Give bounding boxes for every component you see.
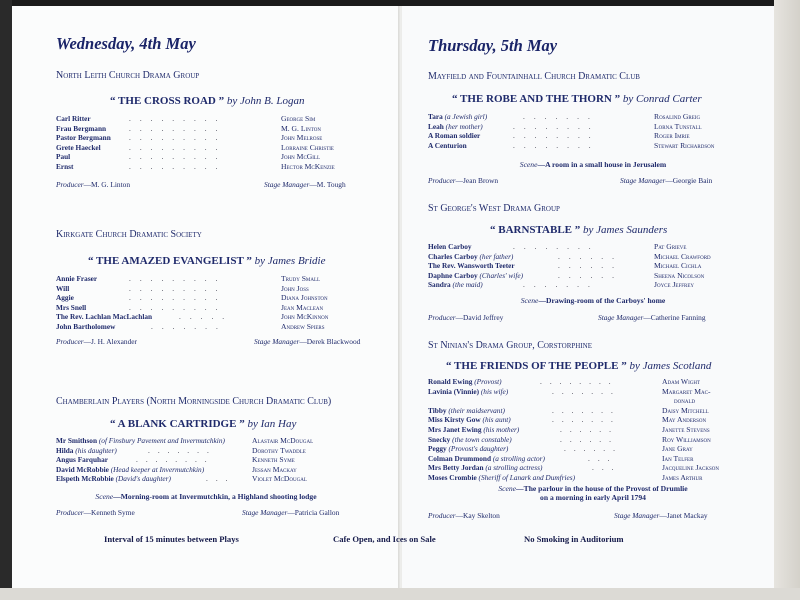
scan-left-edge [0, 0, 12, 600]
producer-credit [56, 180, 130, 189]
stage-manager-name: —Georgie Bain [665, 176, 713, 185]
scan-bottom-edge [0, 588, 800, 600]
leader-dots: ....... [523, 112, 599, 121]
cast-role: Helen Carboy [428, 242, 472, 251]
leader-dots: ...... [564, 444, 623, 454]
cast-actor: Diana Johnston [281, 293, 328, 303]
play-title [490, 224, 667, 236]
drama-group-name: Mayfield and Fountainhall Church Dramatic Club [428, 71, 640, 82]
cast-list [428, 242, 768, 290]
cast-actor: Alastair McDougal [252, 436, 314, 445]
cast-note: (a Jewish girl) [444, 112, 488, 121]
cast-actor: Andrew Spiers [281, 321, 325, 331]
cast-role: The Rev. Lachlan MacLachlan [56, 312, 153, 322]
leader-dots: ......... [129, 283, 227, 293]
play-author: by James Saunders [583, 224, 668, 236]
leader-dots: ...... [560, 424, 619, 434]
leader-dots: ... [592, 463, 622, 473]
scene-text-continued: on a morning in early April 1794 [540, 493, 646, 502]
cast-note: (a strolling actor) [492, 453, 545, 463]
cast-row [56, 455, 396, 465]
cast-row [428, 261, 768, 271]
cast-role: A Centurion [428, 140, 467, 150]
cast-actor: Jean Maclean [281, 302, 324, 312]
leader-dots: ........ [513, 242, 600, 251]
stage-manager-label: Stage Manager [254, 337, 300, 346]
play-author: by James Scotland [629, 360, 712, 372]
scene-label: Scene [519, 160, 538, 169]
cast-note: (Provost's daughter) [448, 444, 509, 454]
cast-row [428, 454, 768, 464]
drama-group-name: St Ninian's Drama Group, Corstorphine [428, 340, 592, 351]
cast-note: (Charles' wife) [479, 270, 524, 280]
cast-actor: John Joss [281, 283, 309, 293]
leader-dots: ... [588, 453, 618, 463]
cast-role: David McRobbie [56, 464, 109, 474]
cast-row [428, 463, 768, 473]
cast-actor: Ian Telfer [662, 453, 694, 463]
cast-actor: Hector McKenzie [281, 161, 335, 171]
cast-list [56, 274, 386, 332]
leader-dots: ....... [523, 280, 599, 290]
play-title [88, 255, 325, 267]
cast-role: Charles Carboy [428, 251, 478, 261]
leader-dots: ........ [513, 121, 600, 131]
cast-actor: Margaret Mac- [662, 386, 711, 396]
cast-row [428, 271, 768, 281]
cast-actor: Roger Imrie [654, 131, 690, 141]
cast-row [428, 406, 768, 416]
scene-description [56, 492, 356, 501]
producer-label: Producer [428, 176, 456, 185]
cast-row [56, 474, 396, 484]
cast-row [56, 322, 386, 332]
cast-row [56, 446, 396, 456]
cast-role: Tara [428, 112, 443, 121]
cast-role: Moses Crombie [428, 472, 477, 482]
cast-role: Sandra [428, 280, 451, 290]
cast-role: A Roman soldier [428, 131, 481, 141]
stage-manager-label: Stage Manager [614, 511, 660, 520]
cast-actor: Lorna Tunstall [654, 121, 702, 131]
cast-row [428, 396, 768, 406]
leader-dots: ......... [129, 274, 227, 283]
play-author: by John B. Logan [226, 95, 305, 107]
leader-dots: ........ [513, 140, 600, 150]
leader-dots: ....... [148, 445, 217, 455]
cast-note: (his wife) [480, 386, 509, 396]
play-title [452, 93, 702, 105]
cast-role: Mr Smithson [56, 436, 98, 445]
cast-row [428, 444, 768, 454]
stage-manager-credit [242, 508, 339, 517]
scene-description [428, 484, 758, 502]
play-title-text: “ BARNSTABLE ” [490, 224, 581, 236]
cast-actor: Daisy Mitchell [662, 405, 709, 415]
cast-row [428, 377, 768, 387]
cast-role: Colman Drummond [428, 453, 492, 463]
cast-role: Will [56, 283, 70, 293]
cast-row [428, 112, 768, 122]
cast-row [428, 242, 768, 252]
cast-actor: Michael Crawford [654, 251, 711, 261]
cast-actor: John Melrose [281, 133, 323, 143]
cast-row [56, 312, 386, 322]
drama-group-name: St George's West Drama Group [428, 203, 560, 214]
cast-row [56, 133, 386, 143]
scene-description [428, 160, 758, 169]
cast-actor: Roy Williamson [662, 434, 711, 444]
cast-actor: George Sim [281, 114, 316, 123]
day-heading: Thursday, 5th May [428, 36, 558, 55]
scene-label: Scene [498, 484, 517, 493]
cast-actor: Janette Stevens [662, 424, 710, 434]
cast-role: Peggy [428, 444, 447, 454]
cast-role: Ernst [56, 161, 74, 171]
cast-actor: Dorothy Twaddle [252, 445, 306, 455]
producer-name: —Jean Brown [455, 176, 499, 185]
scene-label: Scene [95, 492, 114, 501]
cast-note: (Sheriff of Lanark and Dumfries) [478, 472, 576, 482]
play-author: by Ian Hay [247, 418, 297, 430]
cast-role: Hilda [56, 445, 74, 455]
cast-note: (a strolling actress) [485, 463, 543, 473]
cast-role: Carl Ritter [56, 114, 91, 123]
cast-actor: Adam Wight [662, 377, 701, 386]
cast-role: Daphne Carboy [428, 270, 478, 280]
cast-row [428, 415, 768, 425]
cast-note: (the maid) [452, 280, 483, 290]
leader-dots: ......... [129, 152, 227, 162]
cast-row [428, 425, 768, 435]
leader-dots: ...... [560, 434, 619, 444]
producer-label: Producer [56, 508, 84, 517]
producer-credit [428, 511, 500, 520]
scene-text: —The parlour in the house of the Provost of Drumlie [516, 484, 688, 493]
cast-note: (their maidservant) [448, 405, 505, 415]
cast-row [428, 435, 768, 445]
cast-actor: Joyce Jeffrey [654, 280, 695, 290]
stage-manager-credit [620, 176, 712, 185]
stage-manager-name: —Catherine Fanning [643, 313, 706, 322]
stage-manager-label: Stage Manager [242, 508, 288, 517]
leader-dots: ......... [129, 293, 227, 303]
cast-note: (the town constable) [452, 434, 512, 444]
cast-note: (her mother) [445, 121, 483, 131]
cast-row [428, 280, 768, 290]
cast-actor: John McGill [281, 152, 321, 162]
leader-dots: ....... [552, 405, 621, 415]
cast-row [56, 284, 386, 294]
scene-label: Scene [520, 296, 539, 305]
leader-dots: ...... [558, 261, 623, 271]
stage-manager-credit [614, 511, 708, 520]
leader-dots: ........ [513, 131, 600, 141]
producer-label: Producer [56, 180, 84, 189]
leader-dots: ...... [558, 251, 623, 261]
drama-group-name: North Leith Church Drama Group [56, 70, 200, 81]
scene-description [428, 296, 758, 305]
cast-actor: Kenneth Syme [252, 455, 295, 465]
cast-row [428, 122, 768, 132]
cast-role: Aggie [56, 293, 74, 303]
leader-dots: ......... [129, 114, 227, 123]
cast-role: The Rev. Wansworth Teeter [428, 261, 515, 271]
no-smoking-note: No Smoking in Auditorium [524, 534, 624, 544]
stage-manager-name: —Janet Mackay [659, 511, 708, 520]
cast-role: Pastor Bergmann [56, 133, 111, 143]
cast-note: (his mother) [483, 424, 520, 434]
cast-row [56, 274, 386, 284]
producer-label: Producer [56, 337, 84, 346]
cast-role: Snecky [428, 434, 451, 444]
producer-name: —Kenneth Syme [83, 508, 135, 517]
cast-role: Tibby [428, 405, 447, 415]
cast-actor: Lorraine Christie [281, 142, 334, 152]
producer-credit [56, 508, 135, 517]
producer-name: —M. G. Linton [83, 180, 131, 189]
play-title-text: “ THE ROBE AND THE THORN ” [452, 93, 621, 105]
cast-list [56, 114, 386, 172]
play-title-text: “ THE FRIENDS OF THE PEOPLE ” [446, 360, 627, 372]
cast-actor: M. G. Linton [281, 123, 321, 133]
leader-dots: ......... [129, 142, 227, 152]
cast-actor: Pat Grieve [654, 242, 687, 251]
leader-dots: ........ [540, 377, 619, 386]
stage-manager-name: —M. Tough [309, 180, 346, 189]
cast-row [56, 293, 386, 303]
producer-label: Producer [428, 313, 456, 322]
producer-credit [428, 313, 503, 322]
scene-text: —Drawing-room of the Carboys' home [538, 296, 666, 305]
cast-actor: John McKinnon [281, 312, 329, 322]
producer-credit [56, 337, 137, 346]
cast-role: Ronald Ewing [428, 377, 473, 386]
stage-manager-label: Stage Manager [264, 180, 310, 189]
leader-dots: ......... [129, 161, 227, 171]
cast-row [56, 114, 386, 124]
leader-dots: ..... [179, 312, 234, 322]
cast-row [56, 152, 386, 162]
cast-note: (of Finsbury Pavement and Invermutchkin) [98, 436, 225, 445]
scene-text: —Morning-room at Invermutchkin, a Highland shooting lodge [113, 492, 317, 501]
page-left [12, 6, 400, 588]
stage-manager-credit [254, 337, 360, 346]
play-title-text: “ THE CROSS ROAD ” [110, 95, 225, 107]
scene-text: —A room in a small house in Jerusalem [537, 160, 667, 169]
cast-note: (Head keeper at Invermutchkin) [110, 464, 205, 474]
cast-actor: Sheena Nicolson [654, 270, 705, 280]
stage-manager-label: Stage Manager [620, 176, 666, 185]
cast-row [56, 465, 396, 475]
cast-role: Leah [428, 121, 444, 131]
play-author: by James Bridie [254, 255, 326, 267]
leader-dots: ......... [129, 302, 227, 312]
cast-row [56, 436, 396, 446]
cast-row [428, 141, 768, 151]
leader-dots: ....... [552, 415, 621, 425]
cast-role: Mrs Snell [56, 302, 87, 312]
cast-role: Grete Haeckel [56, 142, 101, 152]
interval-note: Interval of 15 minutes between Plays [104, 534, 239, 544]
cast-list [428, 377, 768, 483]
cast-role: Frau Bergmann [56, 123, 107, 133]
leader-dots: ... [206, 474, 236, 484]
leader-dots: ......... [129, 123, 227, 133]
leader-dots: ......... [129, 133, 227, 143]
producer-credit [428, 176, 498, 185]
cast-actor: James Arthur [662, 472, 703, 482]
leader-dots: ....... [151, 321, 227, 331]
cast-list [56, 436, 396, 484]
cast-role: John Bartholomew [56, 321, 116, 331]
cast-note: (his aunt) [482, 415, 511, 425]
cast-role: Paul [56, 152, 71, 162]
drama-group-name: Kirkgate Church Dramatic Society [56, 229, 202, 240]
cast-row [56, 124, 386, 134]
cast-row [428, 131, 768, 141]
cast-actor: Trudy Small [281, 274, 321, 283]
play-title-text: “ THE AMAZED EVANGELIST ” [88, 255, 252, 267]
cast-actor: Jane Gray [662, 444, 693, 454]
cast-role: Lavinia (Vinnie) [428, 386, 480, 396]
stage-manager-name: —Derek Blackwood [299, 337, 361, 346]
cast-actor: Rosalind Greig [654, 112, 701, 121]
cast-actor: Violet McDougal [252, 474, 307, 484]
cast-note: (David's daughter) [115, 474, 171, 484]
cast-actor: Stewart Richardson [654, 140, 715, 150]
cast-row [428, 473, 768, 483]
play-title [110, 95, 304, 107]
cast-role: Mrs Betty Jordan [428, 463, 484, 473]
play-title [446, 360, 711, 372]
cast-actor: May Anderson [662, 415, 707, 425]
cast-role: Annie Fraser [56, 274, 98, 283]
cast-row [56, 162, 386, 172]
cast-actor: Jacqueline Jackson [662, 463, 719, 473]
cast-row [428, 387, 768, 397]
stage-manager-credit [264, 180, 346, 189]
cast-row [56, 143, 386, 153]
producer-label: Producer [428, 511, 456, 520]
cast-note: (Provost) [474, 377, 502, 386]
leader-dots: ...... [558, 270, 623, 280]
cast-role: Elspeth McRobbie [56, 474, 114, 484]
day-heading: Wednesday, 4th May [56, 34, 196, 53]
leader-dots: ........ [136, 455, 215, 465]
cast-actor: Michael Cichla [654, 261, 702, 271]
producer-name: —Kay Skelton [455, 511, 500, 520]
producer-name: —David Jeffrey [455, 313, 504, 322]
cast-role: Miss Kirsty Gow [428, 415, 481, 425]
play-author: by Conrad Carter [622, 93, 702, 105]
stage-manager-name: —Patricia Gallon [287, 508, 340, 517]
producer-name: —J. H. Alexander [83, 337, 138, 346]
cast-row [428, 252, 768, 262]
cast-actor: Jessan Mackay [252, 464, 297, 474]
cast-role: Mrs Janet Ewing [428, 424, 482, 434]
cafe-note: Cafe Open, and Ices on Sale [333, 534, 436, 544]
cast-row [56, 303, 386, 313]
stage-manager-label: Stage Manager [598, 313, 644, 322]
play-title-text: “ A BLANK CARTRIDGE ” [110, 418, 245, 430]
cast-actor: donald [674, 396, 696, 406]
page-right [402, 6, 774, 588]
play-title [110, 418, 296, 430]
stage-manager-credit [598, 313, 706, 322]
cast-list [428, 112, 768, 150]
drama-group-name: Chamberlain Players (North Morningside Church Dramatic Club) [56, 396, 332, 407]
leader-dots: ....... [552, 386, 621, 396]
scan-right-edge [774, 0, 800, 600]
cast-note: (his daughter) [75, 445, 117, 455]
cast-note: (her father) [479, 251, 514, 261]
cast-role: Angus Farquhar [56, 455, 108, 465]
